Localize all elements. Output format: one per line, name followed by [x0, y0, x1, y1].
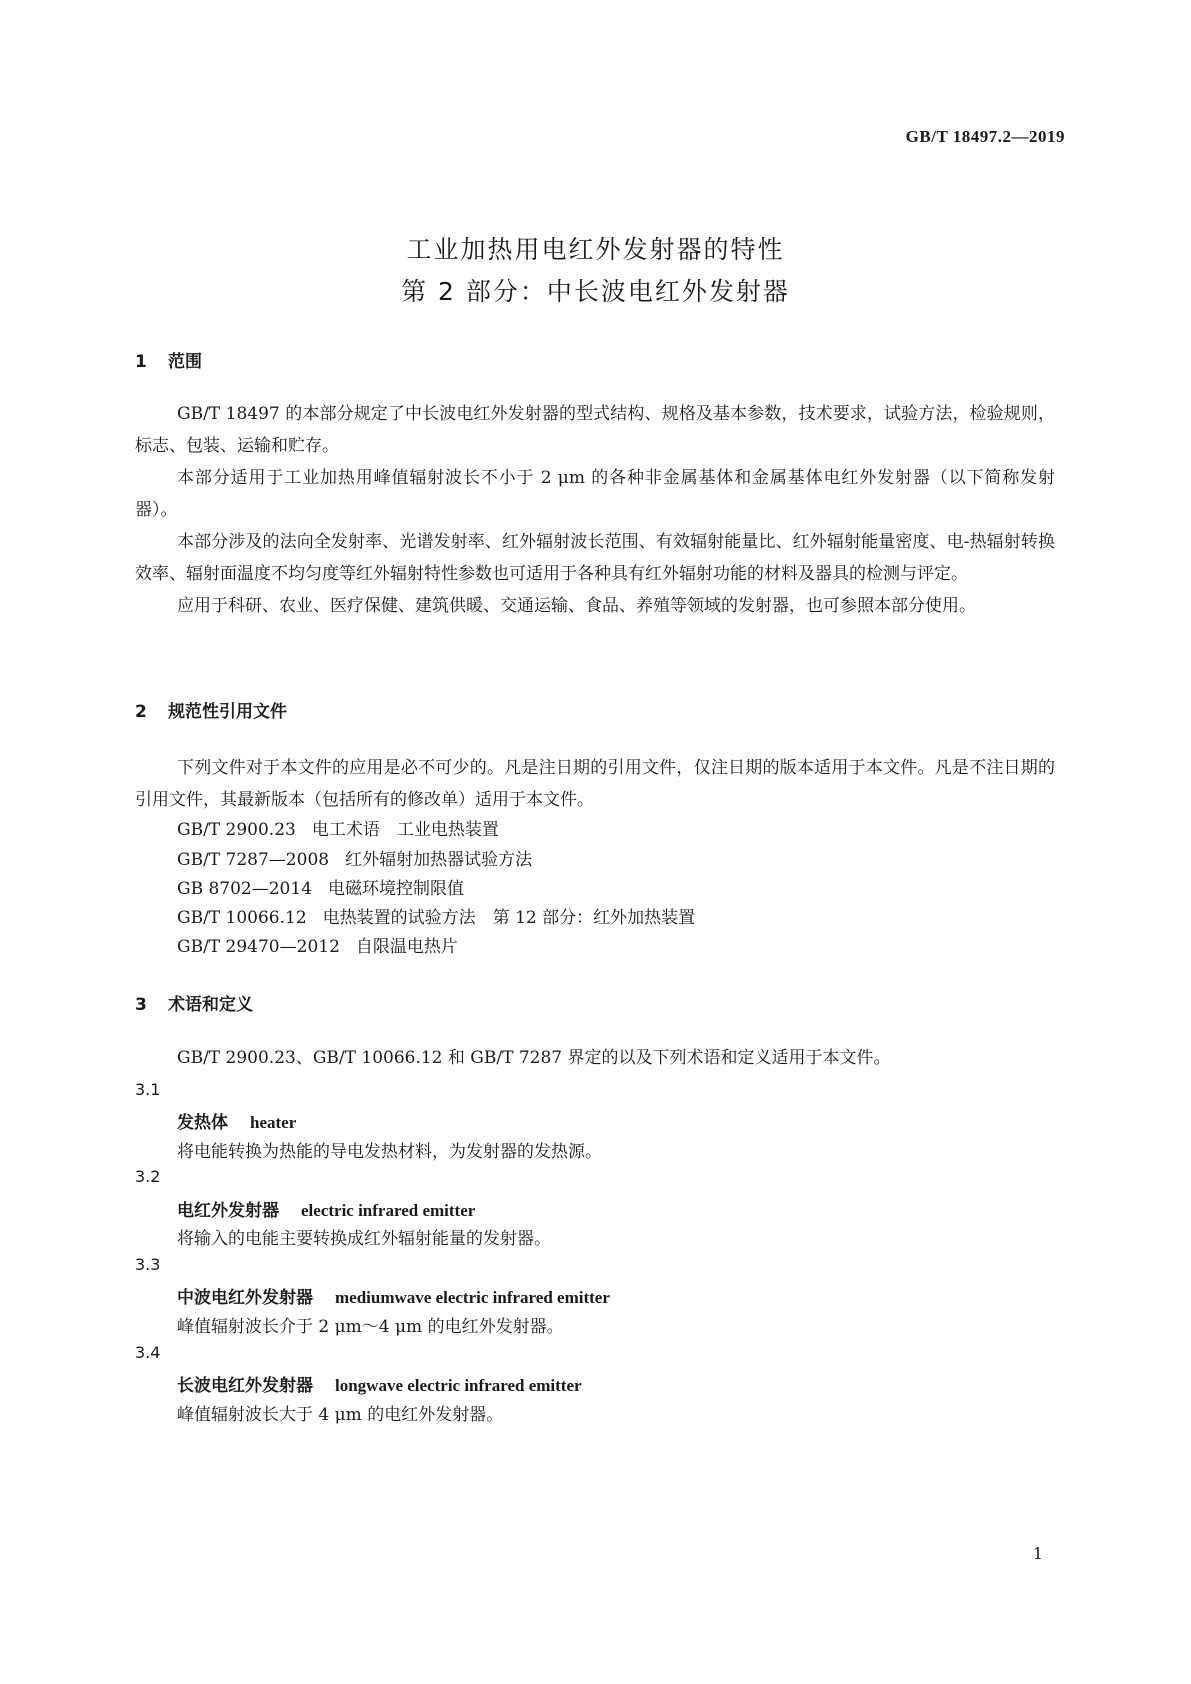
- term-definition: 峰值辐射波长大于 4 μm 的电红外发射器。: [177, 1405, 504, 1425]
- paragraph: 本部分涉及的法向全发射率、光谱发射率、红外辐射波长范围、有效辐射能量比、红外辐射能量密度、电-热辐射转换效率、辐射面温度不均匀度等红外辐射特性参数也可适用于各种具有红外辐射功能的材料及器具的检测与评定。: [135, 532, 1055, 584]
- term-name: [177, 1283, 610, 1308]
- section-title: 规范性引用文件: [168, 702, 287, 722]
- document-title-line-1: 工业加热用电红外发射器的特性: [406, 235, 785, 264]
- term-chinese: 电红外发射器: [177, 1201, 279, 1221]
- paragraph: 本部分适用于工业加热用峰值辐射波长不小于 2 μm 的各种非金属基体和金属基体电红外发射器（以下简称发射器）。: [135, 468, 1055, 520]
- reference-item: [177, 903, 695, 928]
- term-chinese: 中波电红外发射器: [177, 1288, 313, 1308]
- paragraph: 下列文件对于本文件的应用是必不可少的。凡是注日期的引用文件，仅注日期的版本适用于本文件。凡是不注日期的引用文件，其最新版本（包括所有的修改单）适用于本文件。: [135, 758, 1055, 810]
- reference-item: [177, 874, 464, 899]
- section-2-heading: [135, 697, 1055, 722]
- term-name: [177, 1371, 582, 1396]
- term-definition: 将电能转换为热能的导电发热材料，为发射器的发热源。: [177, 1142, 602, 1162]
- section-title: 范围: [168, 352, 202, 372]
- term-number: 3.1: [135, 1080, 161, 1099]
- page-number: 1: [1032, 1544, 1043, 1563]
- reference-title: 电热装置的试验方法 第 12 部分：红外加热装置: [322, 908, 696, 928]
- reference-code: GB/T 29470—2012: [177, 937, 340, 957]
- reference-code: GB/T 2900.23: [177, 820, 296, 840]
- section-number: 1: [135, 352, 147, 372]
- reference-item: [177, 845, 532, 870]
- reference-title: 自限温电热片: [355, 937, 458, 957]
- reference-title: 电磁环境控制限值: [328, 879, 465, 899]
- section-2-intro: [135, 752, 1055, 816]
- reference-title: 电工术语 工业电热装置: [311, 820, 499, 840]
- section-1-body: [135, 398, 1055, 622]
- term-definition: 将输入的电能主要转换成红外辐射能量的发射器。: [177, 1229, 551, 1249]
- term-chinese: 长波电红外发射器: [177, 1376, 313, 1396]
- section-number: 3: [135, 995, 147, 1015]
- section-title: 术语和定义: [168, 995, 253, 1015]
- term-definition: 峰值辐射波长介于 2 μm～4 μm 的电红外发射器。: [177, 1317, 564, 1337]
- term-name: [177, 1108, 296, 1133]
- term-name: [177, 1196, 475, 1221]
- term-chinese: 发热体: [177, 1113, 228, 1133]
- reference-code: GB 8702—2014: [177, 879, 313, 899]
- term-number: 3.4: [135, 1343, 161, 1362]
- term-english: mediumwave electric infrared emitter: [335, 1288, 610, 1307]
- section-3-intro: [135, 1042, 1055, 1074]
- reference-code: GB/T 10066.12: [177, 908, 307, 928]
- section-3-heading: [135, 990, 1055, 1015]
- term-english: longwave electric infrared emitter: [335, 1376, 582, 1395]
- standard-code: GB/T 18497.2—2019: [905, 127, 1065, 146]
- term-english: electric infrared emitter: [301, 1201, 476, 1220]
- reference-item: [177, 815, 499, 840]
- term-number: 3.3: [135, 1255, 161, 1274]
- paragraph: 应用于科研、农业、医疗保健、建筑供暖、交通运输、食品、养殖等领域的发射器，也可参照本部分使用。: [177, 596, 976, 616]
- term-number: 3.2: [135, 1167, 161, 1186]
- reference-item: [177, 932, 458, 957]
- reference-title: 红外辐射加热器试验方法: [345, 850, 533, 870]
- paragraph: GB/T 18497 的本部分规定了中长波电红外发射器的型式结构、规格及基本参数，技术要求，试验方法，检验规则，标志、包装、运输和贮存。: [135, 404, 1055, 456]
- term-english: heater: [250, 1113, 297, 1132]
- reference-code: GB/T 7287—2008: [177, 850, 330, 870]
- paragraph: GB/T 2900.23、GB/T 10066.12 和 GB/T 7287 界定的以及下列术语和定义适用于本文件。: [177, 1048, 891, 1068]
- section-1-heading: [135, 347, 1055, 372]
- section-number: 2: [135, 702, 147, 722]
- document-title-line-2: 第 2 部分：中长波电红外发射器: [401, 277, 790, 306]
